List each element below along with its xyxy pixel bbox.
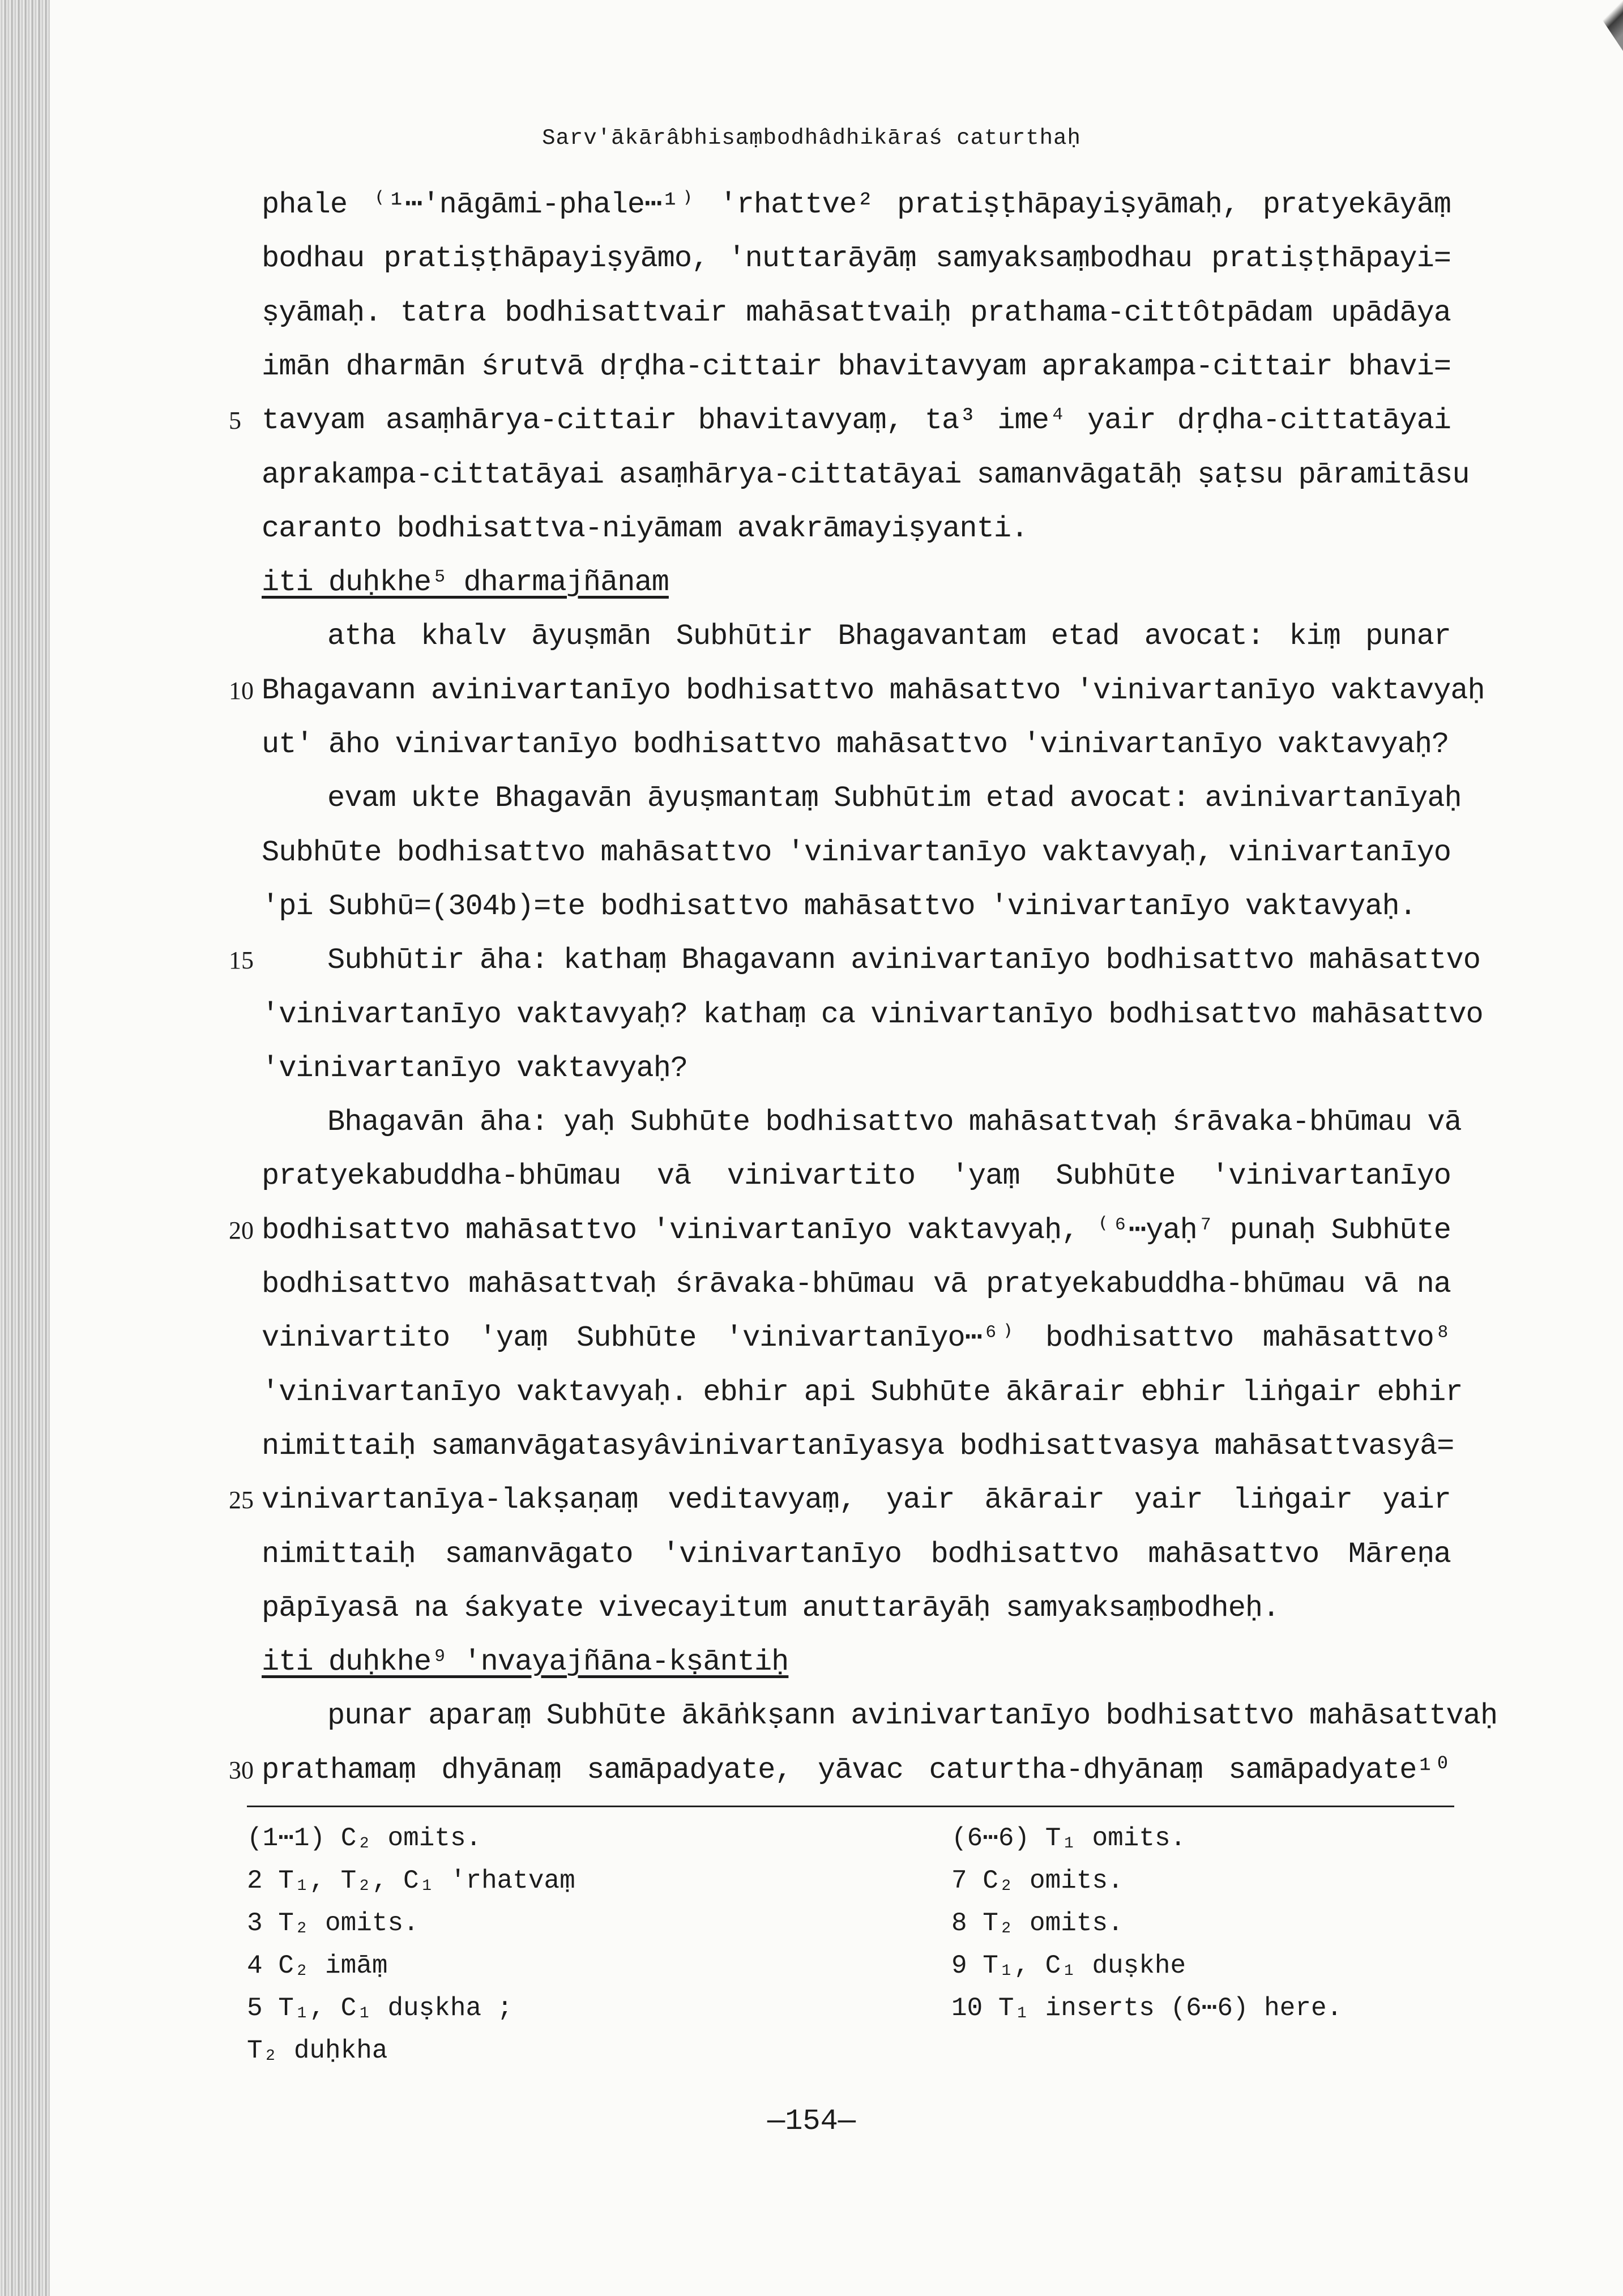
footnote-rule — [247, 1806, 1454, 1807]
line-text: bodhisattvo mahāsattvaḥ śrāvaka-bhūmau vā pratyekabuddha-bhūmau vā na — [262, 1268, 1451, 1301]
section-heading: iti duḥkhe⁵ dharmajñānam — [262, 566, 669, 599]
footnote: 5 T₁, C₁ duṣkha ; — [247, 1994, 513, 2023]
section-heading: iti duḥkhe⁹ 'nvayajñāna-kṣāntiḥ — [262, 1645, 789, 1679]
line-text: prathamaṃ dhyānaṃ samāpadyate, yāvac caturtha-dhyānaṃ samāpadyate¹⁰ — [262, 1753, 1451, 1787]
footnote: 7 C₂ omits. — [951, 1866, 1124, 1896]
footnote: 9 T₁, C₁ duṣkhe — [951, 1951, 1186, 1981]
page-number: —154— — [767, 2105, 856, 2138]
line-text: nimittaiḥ samanvāgato 'vinivartanīyo bodhisattvo mahāsattvo Māreṇa — [262, 1538, 1451, 1571]
line-text: pāpīyasā na śakyate vivecayitum anuttarāyāḥ samyaksaṃbodheḥ. — [262, 1591, 1280, 1625]
line-number: 20 — [229, 1217, 254, 1244]
line-text: aprakampa-cittatāyai asaṃhārya-cittatāyai samanvāgatāḥ ṣaṭsu pāramitāsu — [262, 458, 1470, 492]
line-number: 5 — [229, 407, 241, 434]
line-text: imān dharmān śrutvā dṛḍha-cittair bhavitavyam aprakampa-cittair bhavi= — [262, 350, 1451, 383]
line-text: evam ukte Bhagavān āyuṣmantaṃ Subhūtim etad avocat: avinivartanīyaḥ — [327, 782, 1462, 815]
line-number: 25 — [229, 1486, 254, 1514]
line-text: pratyekabuddha-bhūmau vā vinivartito 'yaṃ Subhūte 'vinivartanīyo — [262, 1159, 1451, 1193]
footnote: 10 T₁ inserts (6⋯6) here. — [951, 1994, 1343, 2023]
line-text: Subhūte bodhisattvo mahāsattvo 'vinivartanīyo vaktavyaḥ, vinivartanīyo — [262, 836, 1451, 869]
line-text: nimittaiḥ samanvāgatasyâvinivartanīyasya bodhisattvasya mahāsattvasyâ= — [262, 1429, 1454, 1463]
line-text: ṣyāmaḥ. tatra bodhisattvair mahāsattvaiḥ prathama-cittôtpādam upādāya — [262, 296, 1451, 330]
footnote: T₂ duḥkha — [247, 2036, 388, 2065]
line-text: caranto bodhisattva-niyāmam avakrāmayiṣyanti. — [262, 512, 1028, 545]
footnote: 3 T₂ omits. — [247, 1909, 419, 1938]
line-text: punar aparaṃ Subhūte ākāṅkṣann avinivartanīyo bodhisattvo mahāsattvaḥ — [327, 1699, 1498, 1732]
footnote: 4 C₂ imāṃ — [247, 1951, 388, 1981]
line-text: 'pi Subhū=(304b)=te bodhisattvo mahāsattvo 'vinivartanīyo vaktavyaḥ. — [262, 890, 1416, 923]
line-text: bodhisattvo mahāsattvo 'vinivartanīyo vaktavyaḥ, ⁽⁶⋯yaḥ⁷ punaḥ Subhūte — [262, 1214, 1451, 1247]
line-number: 10 — [229, 677, 254, 705]
line-text: Bhagavann avinivartanīyo bodhisattvo mahāsattvo 'vinivartanīyo vaktavyaḥ — [262, 674, 1485, 707]
line-text: 'vinivartanīyo vaktavyaḥ? — [262, 1052, 688, 1085]
book-binding-edge — [0, 0, 50, 2296]
line-text: 'vinivartanīyo vaktavyaḥ. ebhir api Subhūte ākārair ebhir liṅgair ebhir — [262, 1376, 1463, 1409]
footnote: (1⋯1) C₂ omits. — [247, 1824, 482, 1853]
footnote: 2 T₁, T₂, C₁ 'rhatvaṃ — [247, 1866, 575, 1896]
running-head: Sarv'ākārâbhisaṃbodhâdhikāraś caturthaḥ — [542, 126, 1081, 151]
footnote: (6⋯6) T₁ omits. — [951, 1824, 1186, 1853]
line-text: vinivartito 'yaṃ Subhūte 'vinivartanīyo⋯⁶⁾ bodhisattvo mahāsattvo⁸ — [262, 1321, 1451, 1355]
line-text: bodhau pratiṣṭhāpayiṣyāmo, 'nuttarāyāṃ samyaksaṃbodhau pratiṣṭhāpayi= — [262, 242, 1451, 275]
line-number: 30 — [229, 1756, 254, 1784]
corner-scan-mark — [1589, 0, 1623, 51]
line-text: tavyam asaṃhārya-cittair bhavitavyaṃ, ta³ ime⁴ yair dṛḍha-cittatāyai — [262, 404, 1451, 437]
line-text: atha khalv āyuṣmān Subhūtir Bhagavantam etad avocat: kiṃ punar — [327, 620, 1451, 653]
line-text: ut' āho vinivartanīyo bodhisattvo mahāsattvo 'vinivartanīyo vaktavyaḥ? — [262, 728, 1449, 761]
footnote: 8 T₂ omits. — [951, 1909, 1124, 1938]
line-text: Subhūtir āha: kathaṃ Bhagavann avinivartanīyo bodhisattvo mahāsattvo — [327, 944, 1480, 977]
line-text: vinivartanīya-lakṣaṇaṃ veditavyaṃ, yair ākārair yair liṅgair yair — [262, 1483, 1451, 1517]
line-text: Bhagavān āha: yaḥ Subhūte bodhisattvo mahāsattvaḥ śrāvaka-bhūmau vā — [327, 1106, 1462, 1139]
line-text: phale ⁽¹⋯'nāgāmi-phale⋯¹⁾ 'rhattve² pratiṣṭhāpayiṣyāmaḥ, pratyekāyāṃ — [262, 188, 1451, 221]
line-number: 15 — [229, 946, 254, 974]
line-text: 'vinivartanīyo vaktavyaḥ? kathaṃ ca vinivartanīyo bodhisattvo mahāsattvo — [262, 998, 1483, 1031]
